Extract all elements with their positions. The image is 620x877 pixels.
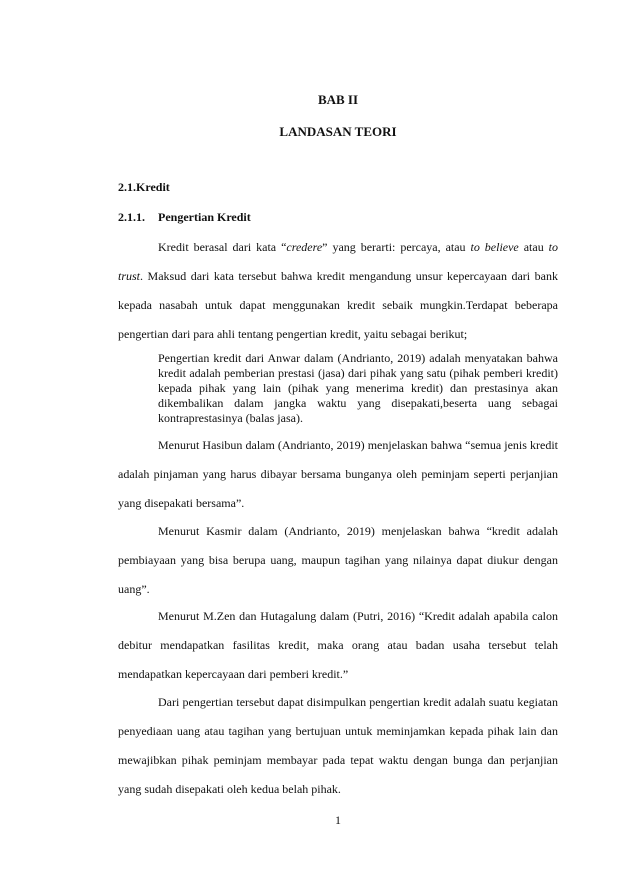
chapter-title: LANDASAN TEORI	[279, 124, 397, 139]
paragraph-definition	[118, 233, 558, 349]
section-number: 2.1.	[118, 180, 136, 194]
paragraph-text: Menurut Hasibun dalam (Andrianto, 2019) menjelaskan bahwa “semua jenis kredit adalah pinjaman yang harus dibayar bersama bunganya oleh peminjam seperti perjanjian yang disepakati bersama”.	[118, 438, 558, 510]
paragraph-text: Dari pengertian tersebut dapat disimpulkan pengertian kredit adalah suatu kegiatan penyediaan uang atau tagihan yang bertujuan untuk meminjamkan kepada pihak lain dan mewajibkan pihak peminjam membayar pada tepat waktu dengan bunga dan perjanjian yang sudah disepakati oleh kedua belah pihak.	[118, 695, 558, 796]
subsection-number: 2.1.1.	[118, 210, 145, 224]
block-quote-anwar: Pengertian kredit dari Anwar dalam (Andrianto, 2019) adalah menyatakan bahwa kredit adalah pemberian prestasi (jasa) dari pihak yang satu (pihak pemberi kredit) kepada pihak yang lain (pihak yang menerima kredit) dan prestasinya akan dikembalikan dalam jangka waktu yang disepakati,beserta uang sebagai kontraprestasinya (balas jasa).	[158, 351, 558, 425]
paragraph-kasmir	[118, 517, 558, 604]
italic-term-to-believe: to believe	[470, 240, 519, 254]
paragraph-text: ” yang berarti: percaya, atau	[322, 240, 471, 254]
paragraph-text: . Maksud dari kata tersebut bahwa kredit mengandung unsur kepercayaan dari bank kepada nasabah untuk dapat menggunakan kredit sebaik mungkin.Terdapat beberapa pengertian dari para ahli tentang pengertian kredit, yaitu sebagai berikut;	[118, 269, 558, 341]
subsection-title: Pengertian Kredit	[158, 210, 251, 224]
page-number: 1	[335, 813, 341, 827]
section-heading	[118, 180, 170, 195]
subsection-heading	[118, 210, 251, 225]
italic-term-to-trust: to trust	[118, 240, 558, 283]
section-title: Kredit	[136, 180, 170, 194]
italic-term-credere: credere	[286, 240, 323, 254]
paragraph-text: Menurut Kasmir dalam (Andrianto, 2019) menjelaskan bahwa “kredit adalah pembiayaan yang bisa berupa uang, maupun tagihan yang nilainya dapat diukur dengan uang”.	[118, 524, 558, 596]
paragraph-text: atau	[518, 240, 549, 254]
paragraph-text: Kredit berasal dari kata “	[158, 240, 287, 254]
paragraph-zen-hutagalung	[118, 602, 558, 689]
paragraph-conclusion	[118, 688, 558, 804]
paragraph-text: Menurut M.Zen dan Hutagalung dalam (Putri, 2016) “Kredit adalah apabila calon debitur mendapatkan fasilitas kredit, maka orang atau badan usaha tersebut telah mendapatkan kepercayaan dari pemberi kredit.”	[118, 609, 558, 681]
chapter-heading: BAB II	[317, 92, 359, 107]
paragraph-hasibun	[118, 431, 558, 518]
